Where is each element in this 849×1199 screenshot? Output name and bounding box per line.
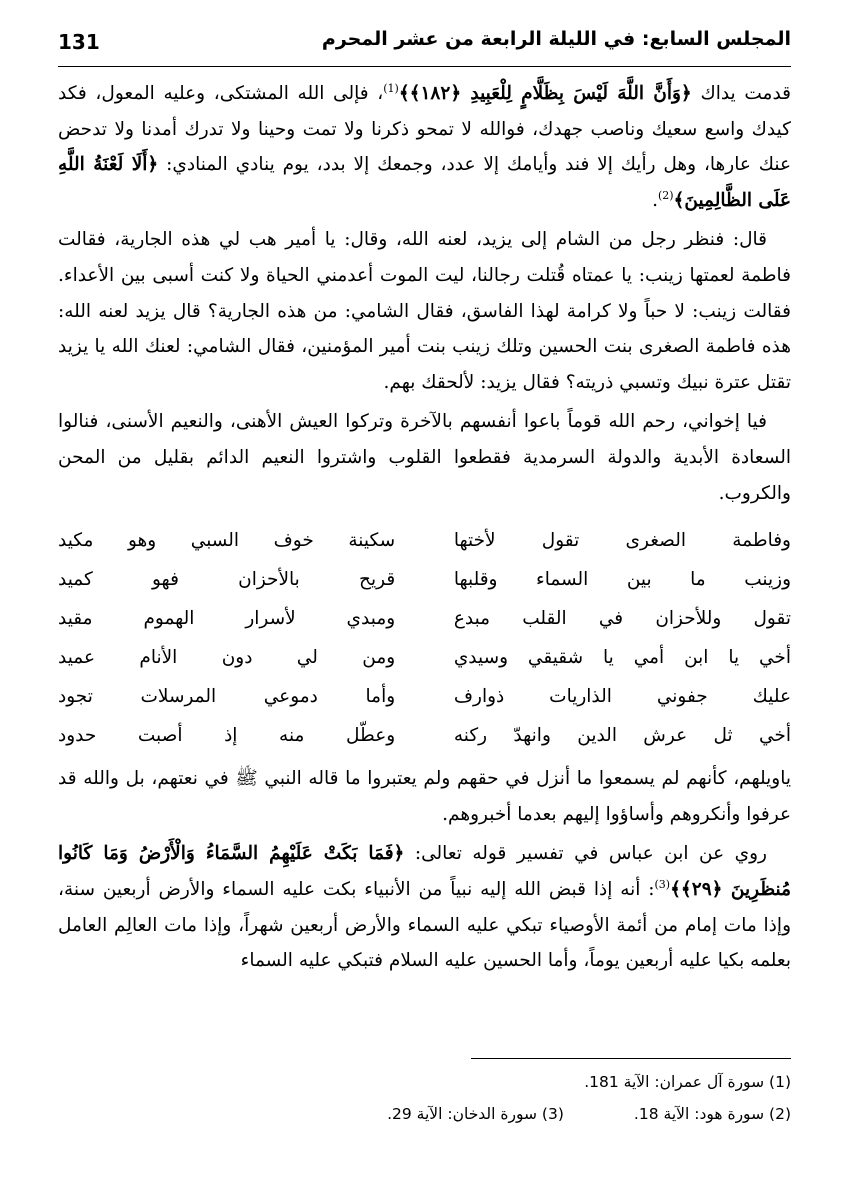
- poem-hemistich-second: ومن لي دون الأنام عميد: [58, 647, 396, 669]
- footnote-number: (1): [769, 1073, 791, 1091]
- footnote-rule: [471, 1058, 791, 1059]
- text-run: : أنه إذا قبض الله إليه نبياً من الأنبياء بكت عليه السماء والأرض أربعين سنة، وإذا مات إمام من أئمة الأوصياء تبكي عليه السماء والأرض أربعين شهراً، وإذا مات العالِم العامل بعلمه بكيا عليه أربعين يوماً، وأما الحسين عليه السلام فتبكي عليه السماء: [58, 878, 791, 972]
- quran-verse: ﴿أَلَا لَعْنَةُ اللَّهِ عَلَى الظَّالِمِينَ﴾: [58, 154, 791, 211]
- poem: [58, 521, 791, 755]
- page-header: [58, 26, 791, 67]
- footnote-number: (3): [541, 1105, 564, 1123]
- paragraph-5: [58, 836, 791, 978]
- text-run: .: [652, 189, 658, 211]
- poem-verse: [58, 560, 791, 599]
- footnote-number: (2): [769, 1105, 791, 1123]
- text-run: ، فإلى الله المشتكى، وعليه المعول، فكد كيدك واسع سعيك وناصب جهدك، فوالله لا تمحو ذكرنا ولا تمت وحينا ولا تدرك أمدنا ولا تدحض عنك عارها، وهل رأيك إلا فند وأيامك إلا عدد، وجمعك إلا بدد، يوم ينادي المنادي:: [58, 83, 791, 176]
- poem-verse: [58, 638, 791, 677]
- poem-hemistich-first: عليك جفوني الذاريات ذوارف: [453, 686, 791, 708]
- footnote-row: [231, 1098, 791, 1130]
- poem-hemistich-second: قريح بالأحزان فهو كميد: [58, 569, 396, 591]
- quran-verse: ﴿فَمَا بَكَتْ عَلَيْهِمُ السَّمَاءُ وَالْأَرْضُ وَمَا كَانُوا مُنظَرِينَ ﴿٢٩﴾﴾: [58, 843, 791, 900]
- poem-hemistich-first: وزينب ما بين السماء وقلبها: [453, 569, 791, 591]
- paragraph-1: [58, 76, 791, 218]
- footnote-text: سورة آل عمران: الآية 181.: [584, 1073, 765, 1091]
- text-run: روي عن ابن عباس في تفسير قوله تعالى:: [414, 843, 767, 865]
- poem-hemistich-first: تقول وللأحزان في القلب مبدع: [453, 608, 791, 630]
- footnote-text: سورة الدخان: الآية 29.: [387, 1105, 537, 1123]
- paragraph-3: فيا إخواني، رحم الله قوماً باعوا أنفسهم بالآخرة وتركوا العيش الأهنى، والنعيم الأسنى، فنالوا السعادة الأبدية والدولة السرمدية فقطعوا القلوب واشتروا النعيم الدائم بقليل من المحن والكروب.: [58, 411, 791, 504]
- poem-hemistich-second: سكينة خوف السبي وهو مكيد: [58, 530, 396, 552]
- poem-hemistich-first: وفاطمة الصغرى تقول لأختها: [453, 530, 791, 552]
- quran-verse: ﴿وَأَنَّ اللَّهَ لَيْسَ بِظَلَّامٍ لِلْعَبِيدِ ﴿١٨٢﴾﴾: [398, 83, 692, 104]
- footnote-ref: (2): [657, 188, 674, 202]
- poem-verse: [58, 716, 791, 755]
- poem-hemistich-second: وأما دموعي المرسلات تجود: [58, 686, 396, 708]
- footnote-ref: (3): [654, 877, 671, 891]
- footnote-2: [634, 1098, 791, 1130]
- page-number: 131: [58, 30, 100, 54]
- poem-verse: [58, 521, 791, 560]
- footnote-text: سورة هود: الآية 18.: [633, 1105, 765, 1123]
- running-head: المجلس السابع: في الليلة الرابعة من عشر المحرم: [321, 28, 791, 50]
- poem-hemistich-first: أخي ثل عرش الدين وانهدّ ركنه: [453, 725, 791, 747]
- poem-hemistich-second: ومبدي لأسرار الهموم مقيد: [58, 608, 396, 630]
- paragraph-4: ياويلهم، كأنهم لم يسمعوا ما أنزل في حقهم ولم يعتبروا ما قاله النبي ﷺ في نعتهم، بل والله قد عرفوا وأنكروهم وأساؤوا إليهم بعدما أخبروهم.: [58, 768, 791, 825]
- footnote-row: [231, 1066, 791, 1098]
- footnotes: [231, 1066, 791, 1130]
- poem-verse: [58, 677, 791, 716]
- poem-hemistich-first: أخي يا ابن أمي يا شقيقي وسيدي: [453, 647, 791, 669]
- paragraph-2: قال: فنظر رجل من الشام إلى يزيد، لعنه الله، وقال: يا أمير هب لي هذه الجارية، فقالت فاطمة لعمتها زينب: يا عمتاه قُتلت رجالنا، ليت الموت أعدمني الحياة ولا كنت أسبى بين الأعداء. فقالت زينب: لا حباً ولا كرامة لهذا الفاسق، فقال الشامي: من هذه الجارية؟ قال يزيد لعنه الله: هذه فاطمة الصغرى بنت الحسين وتلك زينب بنت أمير المؤمنين، فقال الشامي: لعنك الله يا يزيد تقتل عترة نبيك وتسبي ذريته؟ فقال يزيد: لألحقك بهم.: [58, 229, 791, 393]
- footnote-1: [584, 1066, 791, 1098]
- poem-hemistich-second: وعطّل منه إذ أصبت حدود: [58, 725, 396, 747]
- footnote-ref: (1): [383, 81, 399, 95]
- main-text: [58, 76, 791, 979]
- footnote-3: [387, 1098, 564, 1130]
- text-run: قدمت يداك: [700, 83, 791, 104]
- poem-verse: [58, 599, 791, 638]
